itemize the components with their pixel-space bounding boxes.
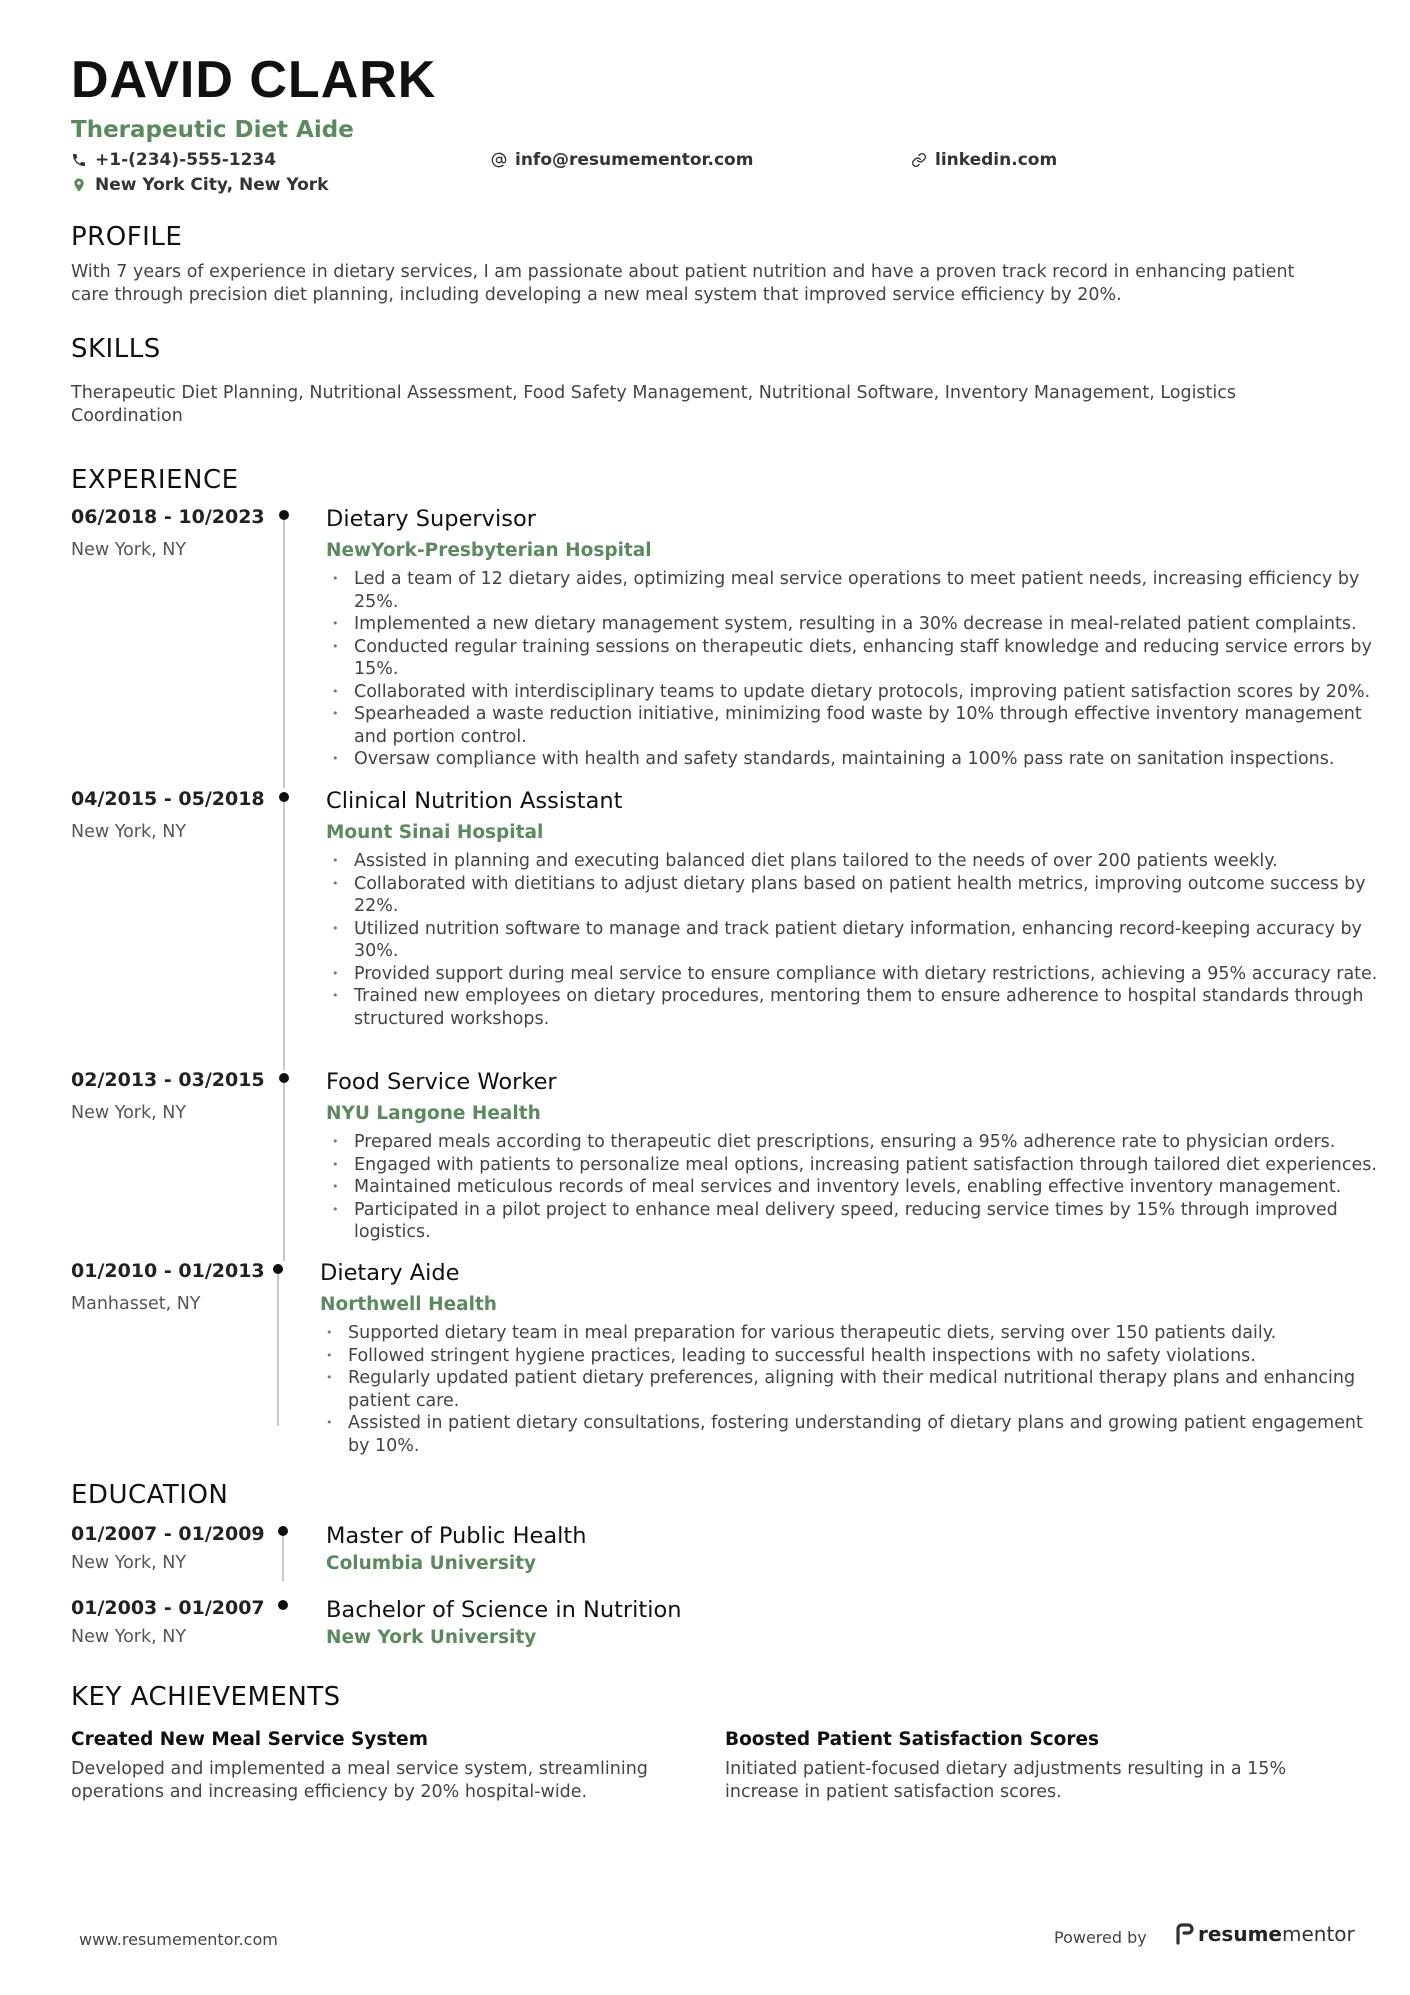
achievement-item bbox=[71, 1729, 711, 1804]
contact-phone bbox=[71, 150, 276, 170]
job-bullet: • Participated in a pilot project to enhance meal delivery speed, reducing service times by 15% through improved logistics. bbox=[326, 1199, 1386, 1244]
timeline-dot bbox=[279, 792, 289, 802]
job-bullet: • Collaborated with interdisciplinary teams to update dietary protocols, improving patient satisfaction scores by 20%. bbox=[326, 681, 1386, 704]
timeline-dot bbox=[279, 510, 289, 520]
contact-linkedin bbox=[911, 150, 1057, 170]
job-bullets bbox=[326, 1131, 1386, 1244]
timeline-dot bbox=[279, 1073, 289, 1083]
skills-heading: SKILLS bbox=[71, 334, 161, 364]
job-company: NYU Langone Health bbox=[326, 1103, 541, 1124]
timeline-line bbox=[283, 520, 285, 788]
edu-degree: Bachelor of Science in Nutrition bbox=[326, 1597, 682, 1623]
job-location: New York, NY bbox=[71, 1103, 187, 1123]
edu-date: 01/2007 - 01/2009 bbox=[71, 1523, 265, 1545]
job-bullet: • Regularly updated patient dietary preferences, aligning with their medical nutritional therapy plans and enhancing patient care. bbox=[320, 1367, 1380, 1412]
job-bullet: • Led a team of 12 dietary aides, optimizing meal service operations to meet patient needs, increasing efficiency by 25%. bbox=[326, 568, 1386, 613]
job-bullet: • Conducted regular training sessions on therapeutic diets, enhancing staff knowledge and reducing service errors by 15%. bbox=[326, 636, 1386, 681]
achievement-item bbox=[725, 1729, 1365, 1804]
candidate-role: Therapeutic Diet Aide bbox=[71, 117, 354, 143]
brand-name-bold: resume bbox=[1198, 1922, 1282, 1946]
job-company: Mount Sinai Hospital bbox=[326, 822, 544, 843]
timeline-line bbox=[283, 1083, 285, 1261]
timeline-line bbox=[283, 802, 285, 1070]
job-bullet: • Followed stringent hygiene practices, leading to successful health inspections with no safety violations. bbox=[320, 1345, 1380, 1368]
timeline-dot bbox=[278, 1526, 288, 1536]
job-bullet: • Prepared meals according to therapeutic diet prescriptions, ensuring a 95% adherence rate to physician orders. bbox=[326, 1131, 1386, 1154]
job-bullets bbox=[320, 1322, 1380, 1457]
achievement-description: Developed and implemented a meal service system, streamlining operations and increasing efficiency by 20% hospital-wide. bbox=[71, 1759, 648, 1802]
job-company: NewYork-Presbyterian Hospital bbox=[326, 540, 652, 561]
education-item bbox=[0, 1523, 1410, 1603]
job-bullet: • Engaged with patients to personalize meal options, increasing patient satisfaction through tailored diet experiences. bbox=[326, 1154, 1386, 1177]
job-bullet: • Implemented a new dietary management system, resulting in a 30% decrease in meal-related patient complaints. bbox=[326, 613, 1386, 636]
email-text[interactable]: info@resumementor.com bbox=[515, 150, 754, 170]
resumementor-logo-icon bbox=[1176, 1923, 1194, 1945]
job-title: Dietary Aide bbox=[320, 1260, 460, 1286]
job-location: New York, NY bbox=[71, 822, 187, 842]
experience-heading: EXPERIENCE bbox=[71, 465, 239, 495]
achievement-title: Boosted Patient Satisfaction Scores bbox=[725, 1729, 1100, 1750]
job-date: 06/2018 - 10/2023 bbox=[71, 506, 265, 528]
job-title: Dietary Supervisor bbox=[326, 506, 536, 532]
job-bullets bbox=[326, 568, 1386, 771]
profile-heading: PROFILE bbox=[71, 222, 183, 252]
job-bullet: • Oversaw compliance with health and safety standards, maintaining a 100% pass rate on sanitation inspections. bbox=[326, 748, 1386, 771]
link-icon bbox=[911, 152, 927, 168]
timeline-line bbox=[282, 1536, 284, 1581]
powered-by-label: Powered by bbox=[1054, 1928, 1147, 1947]
job-title: Clinical Nutrition Assistant bbox=[326, 788, 623, 814]
skills-text: Therapeutic Diet Planning, Nutritional Assessment, Food Safety Management, Nutritional Software, Inventory Management, Logistics Coordination bbox=[71, 383, 1237, 426]
edu-school: Columbia University bbox=[326, 1553, 537, 1574]
education-item bbox=[0, 1597, 1410, 1677]
job-title: Food Service Worker bbox=[326, 1069, 557, 1095]
job-bullet: • Supported dietary team in meal preparation for various therapeutic diets, serving over 150 patients daily. bbox=[320, 1322, 1380, 1345]
job-bullet: • Assisted in planning and executing balanced diet plans tailored to the needs of over 200 patients weekly. bbox=[326, 850, 1386, 873]
footer-website-link[interactable]: www.resumementor.com bbox=[79, 1930, 278, 1949]
achievement-title: Created New Meal Service System bbox=[71, 1729, 429, 1750]
job-bullet: • Maintained meticulous records of meal services and inventory levels, enabling effective inventory management. bbox=[326, 1176, 1386, 1199]
brand-name-light: mentor bbox=[1281, 1922, 1355, 1946]
edu-school: New York University bbox=[326, 1627, 537, 1648]
job-bullet: • Trained new employees on dietary procedures, mentoring them to ensure adherence to hospital standards through structured workshops. bbox=[326, 985, 1386, 1030]
timeline-line bbox=[277, 1274, 279, 1426]
achievements-heading: KEY ACHIEVEMENTS bbox=[71, 1682, 341, 1712]
job-location: Manhasset, NY bbox=[71, 1294, 201, 1314]
linkedin-text[interactable]: linkedin.com bbox=[935, 150, 1058, 170]
edu-date: 01/2003 - 01/2007 bbox=[71, 1597, 265, 1619]
job-date: 02/2013 - 03/2015 bbox=[71, 1069, 265, 1091]
achievement-description: Initiated patient-focused dietary adjustments resulting in a 15% increase in patient satisfaction scores. bbox=[725, 1759, 1287, 1802]
timeline-dot bbox=[273, 1264, 283, 1274]
at-icon bbox=[491, 152, 507, 168]
job-bullet: • Utilized nutrition software to manage and track patient dietary information, enhancing record-keeping accuracy by 30%. bbox=[326, 918, 1386, 963]
job-bullet: • Spearheaded a waste reduction initiative, minimizing food waste by 10% through effective inventory management and portion control. bbox=[326, 703, 1386, 748]
job-location: New York, NY bbox=[71, 540, 187, 560]
contact-location bbox=[71, 175, 328, 195]
job-date: 04/2015 - 05/2018 bbox=[71, 788, 265, 810]
timeline-dot bbox=[278, 1600, 288, 1610]
contact-email bbox=[491, 150, 753, 170]
location-pin-icon bbox=[71, 177, 87, 193]
job-bullet: • Collaborated with dietitians to adjust dietary plans based on patient health metrics, improving outcome success by 22%. bbox=[326, 873, 1386, 918]
job-date: 01/2010 - 01/2013 bbox=[71, 1260, 265, 1282]
phone-icon bbox=[71, 152, 87, 168]
job-bullet: • Provided support during meal service to ensure compliance with dietary restrictions, achieving a 95% accuracy rate. bbox=[326, 963, 1386, 986]
edu-degree: Master of Public Health bbox=[326, 1523, 587, 1549]
edu-location: New York, NY bbox=[71, 1553, 187, 1573]
job-bullet: • Assisted in patient dietary consultations, fostering understanding of dietary plans and growing patient engagement by 10%. bbox=[320, 1412, 1380, 1457]
job-bullets bbox=[326, 850, 1386, 1030]
edu-location: New York, NY bbox=[71, 1627, 187, 1647]
candidate-name: DAVID CLARK bbox=[71, 51, 437, 109]
resumementor-logo[interactable] bbox=[1176, 1922, 1355, 1946]
job-company: Northwell Health bbox=[320, 1294, 497, 1315]
education-heading: EDUCATION bbox=[71, 1480, 229, 1510]
location-text: New York City, New York bbox=[95, 175, 329, 195]
profile-text: With 7 years of experience in dietary services, I am passionate about patient nutrition and have a proven track record in enhancing patient care through precision diet planning, including developing a new meal system that improved service efficiency by 20%. bbox=[71, 262, 1295, 305]
phone-text: +1-(234)-555-1234 bbox=[95, 150, 277, 170]
